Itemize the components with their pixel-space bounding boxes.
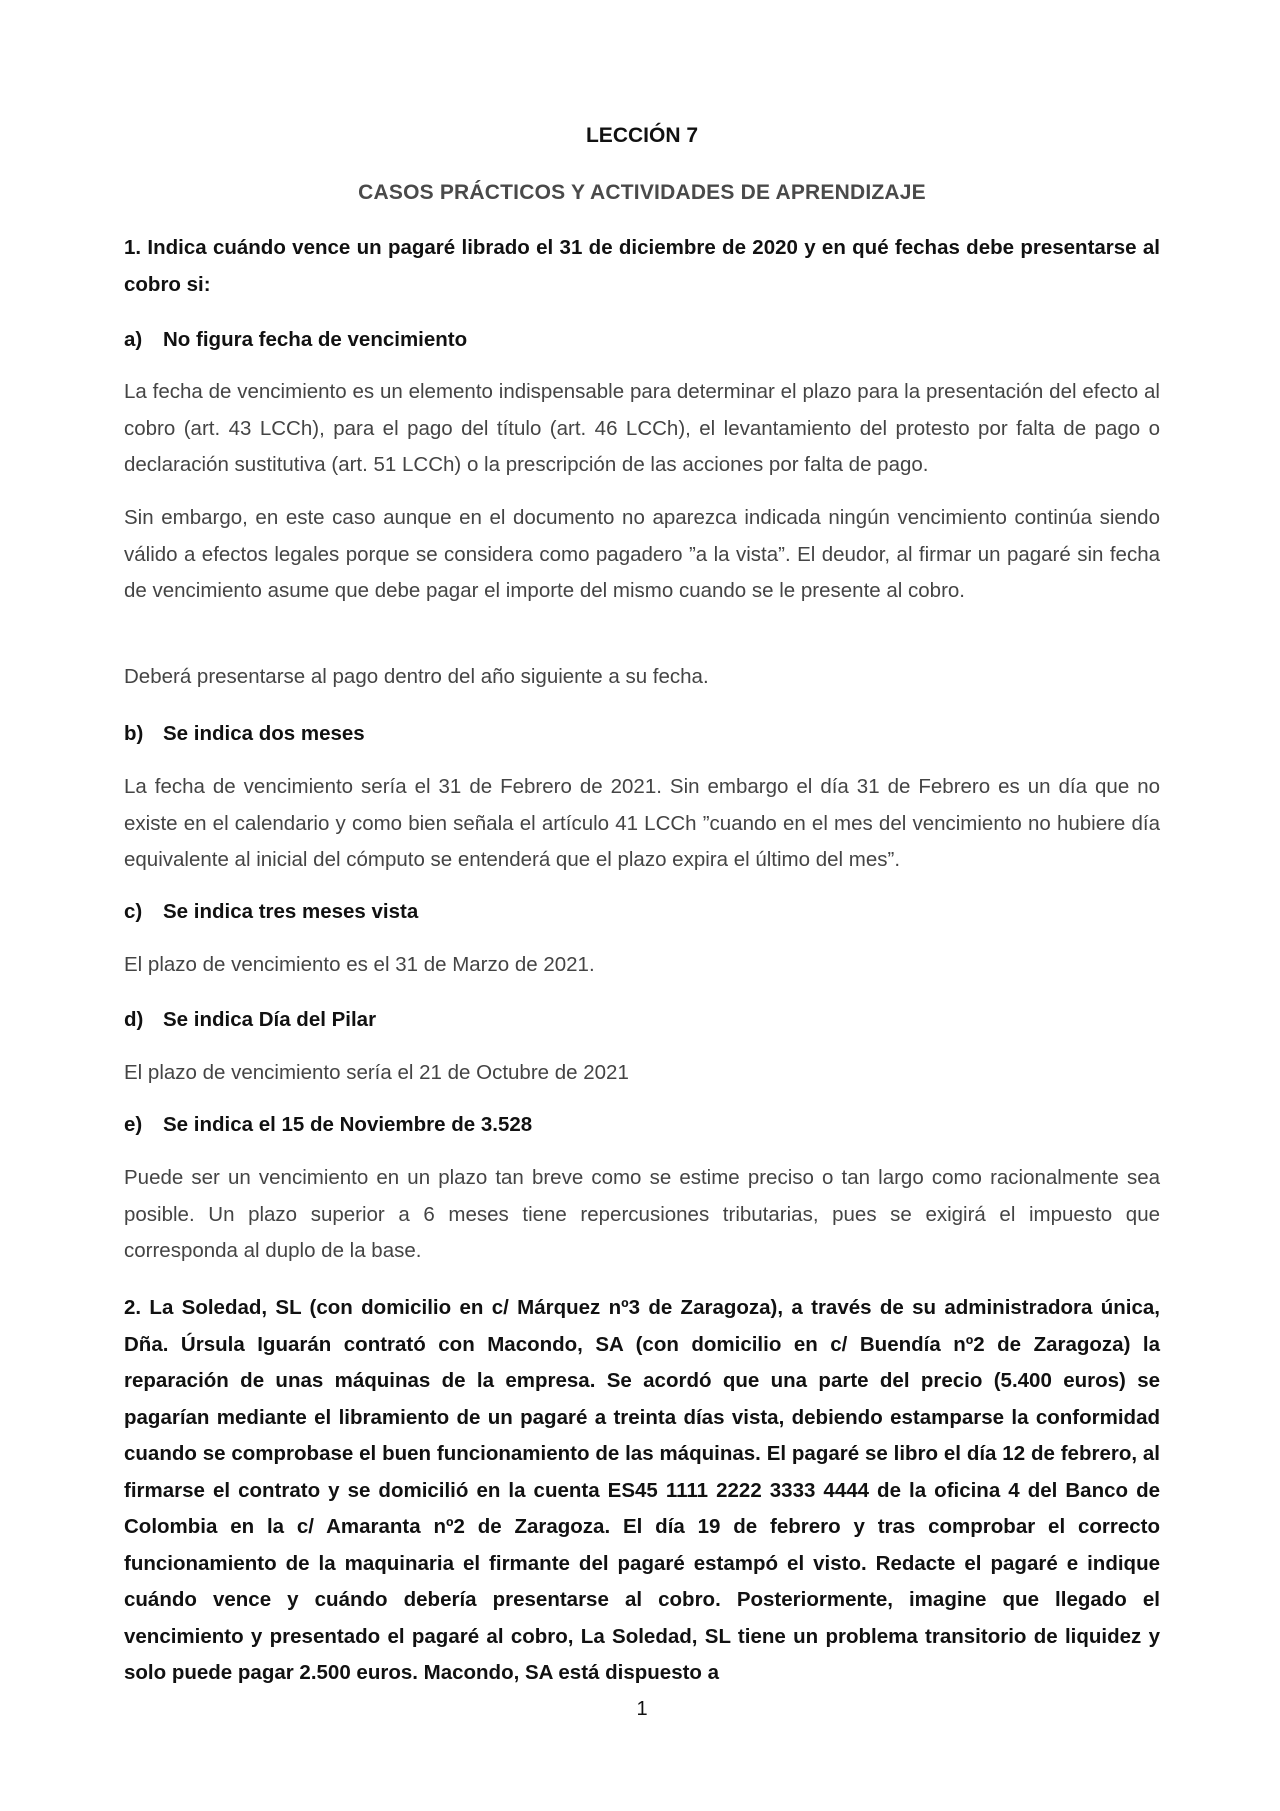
part-heading-text: Se indica el 15 de Noviembre de 3.528	[163, 1113, 533, 1136]
answer-a-paragraph-2: Sin embargo, en este caso aunque en el documento no aparezca indicada ningún vencimiento continúa siendo válido a efectos legales porque se considera como pagadero ”a la vista”. El deudor, al firmar un pagaré sin fecha de vencimiento asume que debe pagar el importe del mismo cuando se le presente al cobro.	[124, 506, 1160, 602]
part-label: b)	[124, 722, 144, 745]
part-label: c)	[124, 900, 143, 923]
question-2: 2. La Soledad, SL (con domicilio en c/ Márquez nº3 de Zaragoza), a través de su administradora única, Dña. Úrsula Iguarán contrató con Macondo, SA (con domicilio en c/ Buendía nº2 de Zaragoza) la reparación de unas máquinas de la empresa. Se acordó que una parte del precio (5.400 euros) se pagarían mediante el libramiento de un pagaré a treinta días vista, debiendo estamparse la conformidad cuando se comprobase el buen funcionamiento de las máquinas. El pagaré se libro el día 12 de febrero, al firmarse el contrato y se domicilió en la cuenta ES45 1111 2222 3333 4444 de la oficina 4 del Banco de Colombia en la c/ Amaranta nº2 de Zaragoza. El día 19 de febrero y tras comprobar el correcto funcionamiento de la maquinaria el firmante del pagaré estampó el visto. Redacte el pagaré e indique cuándo vence y cuándo debería presentarse al cobro. Posteriormente, imagine que llegado el vencimiento y presentado el pagaré al cobro, La Soledad, SL tiene un problema transitorio de liquidez y solo puede pagar 2.500 euros. Macondo, SA está dispuesto a	[124, 1296, 1160, 1684]
answer-e-paragraph: Puede ser un vencimiento en un plazo tan breve como se estime preciso o tan largo como racionalmente sea posible. Un plazo superior a 6 meses tiene repercusiones tributarias, pues se exigirá el impuesto que corresponda al duplo de la base.	[124, 1166, 1160, 1262]
part-label: d)	[124, 1008, 144, 1031]
part-d-heading	[124, 1008, 376, 1032]
part-a-heading	[124, 328, 467, 352]
part-label: a)	[124, 328, 143, 351]
part-heading-text: No figura fecha de vencimiento	[163, 328, 468, 351]
lesson-subtitle: CASOS PRÁCTICOS Y ACTIVIDADES DE APRENDIZAJE	[358, 181, 926, 204]
answer-d-paragraph: El plazo de vencimiento sería el 21 de Octubre de 2021	[124, 1061, 629, 1084]
question-1: 1. Indica cuándo vence un pagaré librado el 31 de diciembre de 2020 y en qué fechas debe presentarse al cobro si:	[124, 236, 1160, 296]
part-b-heading	[124, 722, 365, 746]
lesson-title: LECCIÓN 7	[585, 124, 698, 147]
answer-c-paragraph: El plazo de vencimiento es el 31 de Marzo de 2021.	[124, 953, 595, 976]
part-label: e)	[124, 1113, 143, 1136]
part-e-heading	[124, 1113, 532, 1137]
answer-a-paragraph-3: Deberá presentarse al pago dentro del año siguiente a su fecha.	[124, 665, 709, 688]
part-heading-text: Se indica dos meses	[163, 722, 365, 745]
answer-a-paragraph-1: La fecha de vencimiento es un elemento indispensable para determinar el plazo para la presentación del efecto al cobro (art. 43 LCCh), para el pago del título (art. 46 LCCh), el levantamiento del protesto por falta de pago o declaración sustitutiva (art. 51 LCCh) o la prescripción de las acciones por falta de pago.	[124, 380, 1160, 476]
part-heading-text: Se indica Día del Pilar	[163, 1008, 377, 1031]
part-heading-text: Se indica tres meses vista	[163, 900, 419, 923]
part-c-heading	[124, 900, 418, 924]
page-number: 1	[636, 1698, 648, 1720]
answer-b-paragraph: La fecha de vencimiento sería el 31 de Febrero de 2021. Sin embargo el día 31 de Febrero es un día que no existe en el calendario y como bien señala el artículo 41 LCCh ”cuando en el mes del vencimiento no hubiere día equivalente al inicial del cómputo se entenderá que el plazo expira el último del mes”.	[124, 775, 1160, 871]
